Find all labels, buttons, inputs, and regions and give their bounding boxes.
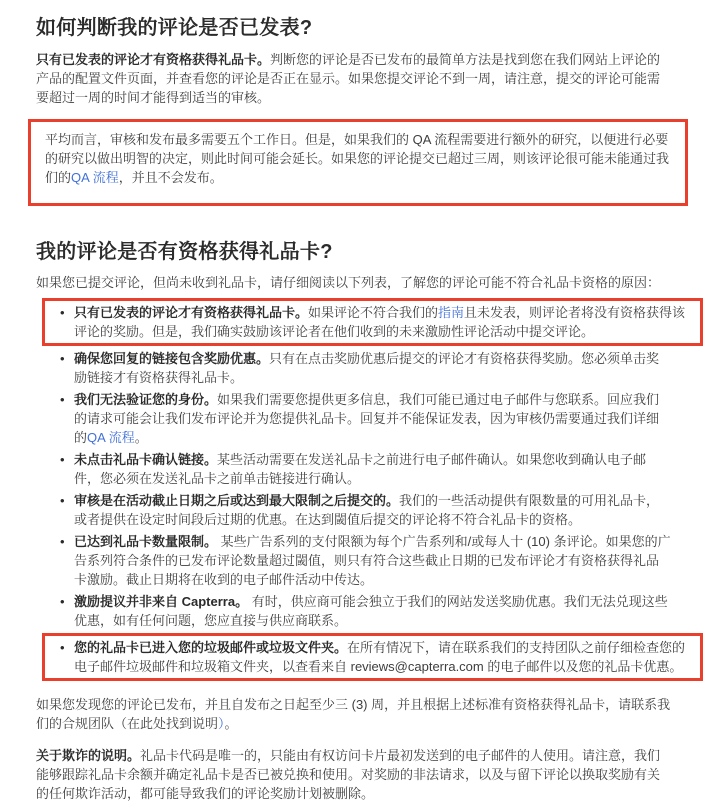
contact-compliance-paragraph: 如果您发现您的评论已发布，并且自发布之日起至少三 (3) 周，并且根据上述标准有资格获得礼品卡，请联系我们的合规团队（在此处找到说明）。 — [36, 697, 671, 731]
eligibility-reason-list — [36, 298, 686, 681]
bullet-bold: 只有已发表的评论才有资格获得礼品卡。 — [74, 305, 309, 320]
bullet-dot: • — [60, 534, 65, 549]
bullet-dot: • — [60, 392, 65, 407]
list-item-deadline: • 审核是在活动截止日期之后或达到最大限制之后提交的。我们的一些活动提供有限数量的可用礼品卡，或者提供在设定时间段后过期的优惠。在达到閾值后提交的评论将不符合礼品卡的资格。 — [60, 493, 660, 527]
list-item-spam-folder: • 您的礼品卡已进入您的垃圾邮件或垃圾文件夹。在所有情况下，请在联系我们的支持团队之前仔细检查您的电子邮件垃圾邮件和垃圾箱文件夹，以查看来自 reviews@capterra.com 的电子邮件以及您的礼品卡优惠。 — [42, 633, 703, 681]
bullet-dot: • — [60, 493, 65, 508]
timing-text: 平均而言，审核和发布最多需要五个工作日。但是，如果我们的 QA 流程需要进行额外的研究，以便进行必要的研究以做出明智的决定，则此时间可能会延长。如果您的评论提交已超过三周，则该评论很可能未能通过我们的 — [45, 132, 670, 185]
instructions-here-link[interactable]: ） — [218, 716, 225, 731]
list-item-confirmation-link: • 未点击礼品卡确认链接。某些活动需要在发送礼品卡之前进行电子邮件确认。如果您收到确认电子邮件，您必须在发送礼品卡之前单击链接进行确认。 — [60, 452, 647, 486]
bullet-bold: 激励提议并非来自 Capterra。 — [74, 594, 249, 609]
timing-text-end: ，并且不会发布。 — [118, 170, 223, 185]
bullet-dot: • — [60, 640, 65, 655]
timing-paragraph — [45, 130, 673, 187]
highlight-box-review-timing — [28, 119, 688, 206]
qa-process-link[interactable]: QA 流程 — [87, 430, 135, 445]
bullet-bold: 已达到礼品卡数量限制。 — [74, 534, 218, 549]
guidelines-link[interactable]: 指南 — [438, 305, 465, 320]
list-item-not-from-capterra: • 激励提议并非来自 Capterra。 有时，供应商可能会独立于我们的网站发送奖励优惠。我们无法兑现这些优惠，如有任何问题，您应直接与供应商联系。 — [60, 594, 668, 628]
bullet-dot: • — [60, 305, 65, 320]
qa-process-link[interactable]: QA 流程 — [71, 170, 119, 185]
fraud-note-paragraph: 关于欺诈的说明。礼品卡代码是唯一的，只能由有权访问卡片最初发送到的电子邮件的人使用。请注意，我们能够跟踪礼品卡余额并确定礼品卡是否已被兑换和使用。对奖励的非法请求，以及与留下评论以换取奖励有关的任何欺诈活动，都可能导致我们的评论奖励计划被删除。 — [36, 748, 661, 801]
list-item-incentive-link: • 确保您回复的链接包含奖励优惠。只有在点击奖励优惠后提交的评论才有资格获得奖励。您必须单击奖励链接才有资格获得礼品卡。 — [60, 351, 660, 385]
section-heading-published: 如何判断我的评论是否已发表? — [36, 17, 313, 39]
list-item-identity-verification: • 我们无法验证您的身份。如果我们需要您提供更多信息，我们可能已通过电子邮件与您联系。回应我们的请求可能会让我们发布评论并为您提供礼品卡。回复并不能保证发表，因为审核仍需要通过我们详细的QA 流程。 — [60, 392, 660, 445]
bullet-bold: 审核是在活动截止日期之后或达到最大限制之后提交的。 — [74, 493, 400, 508]
eligible-intro-paragraph: 如果您已提交评论，但尚未收到礼品卡，请仔细阅读以下列表，了解您的评论可能不符合礼品卡资格的原因： — [36, 275, 661, 290]
bullet-bold: 您的礼品卡已进入您的垃圾邮件或垃圾文件夹。 — [74, 640, 348, 655]
bullet-bold: 我们无法验证您的身份。 — [74, 392, 218, 407]
published-intro-paragraph — [36, 50, 671, 107]
list-item-card-limit: • 已达到礼品卡数量限制。 某些广告系列的支付限额为每个广告系列和/或每人十 (10) 条评论。如果您的广告系列符合条件的已发布评论数量超过閾值，则只有符合这些截止日期的已发布评论才有资格获得礼品卡激励。截止日期将在收到的电子邮件活动中传达。 — [60, 534, 671, 587]
fraud-note-bold: 关于欺诈的说明。 — [36, 748, 141, 763]
section-heading-eligible: 我的评论是否有资格获得礼品卡? — [36, 241, 333, 263]
bullet-dot: • — [60, 594, 65, 609]
bullet-bold: 确保您回复的链接包含奖励优惠。 — [74, 351, 270, 366]
bullet-dot: • — [60, 452, 65, 467]
bullet-bold: 未点击礼品卡确认链接。 — [74, 452, 218, 467]
list-item-published-required: • 只有已发表的评论才有资格获得礼品卡。如果评论不符合我们的指南且未发表，则评论者将没有资格获得该评论的奖励。但是，我们确实鼓励该评论者在他们收到的未来激励性评论活动中提交评论。 — [42, 298, 703, 346]
published-intro-bold: 只有已发表的评论才有资格获得礼品卡。 — [36, 52, 271, 67]
published-intro-text: 判断您的评论是否已发布的最简单方法是找到您在我们网站上评论的产品的配置文件页面，并查看您的评论是否正在显示。如果您提交评论不到一周，请注意，提交的评论可能需要超过一周的时间才能得到适当的审核。 — [36, 52, 661, 105]
bullet-dot: • — [60, 351, 65, 366]
